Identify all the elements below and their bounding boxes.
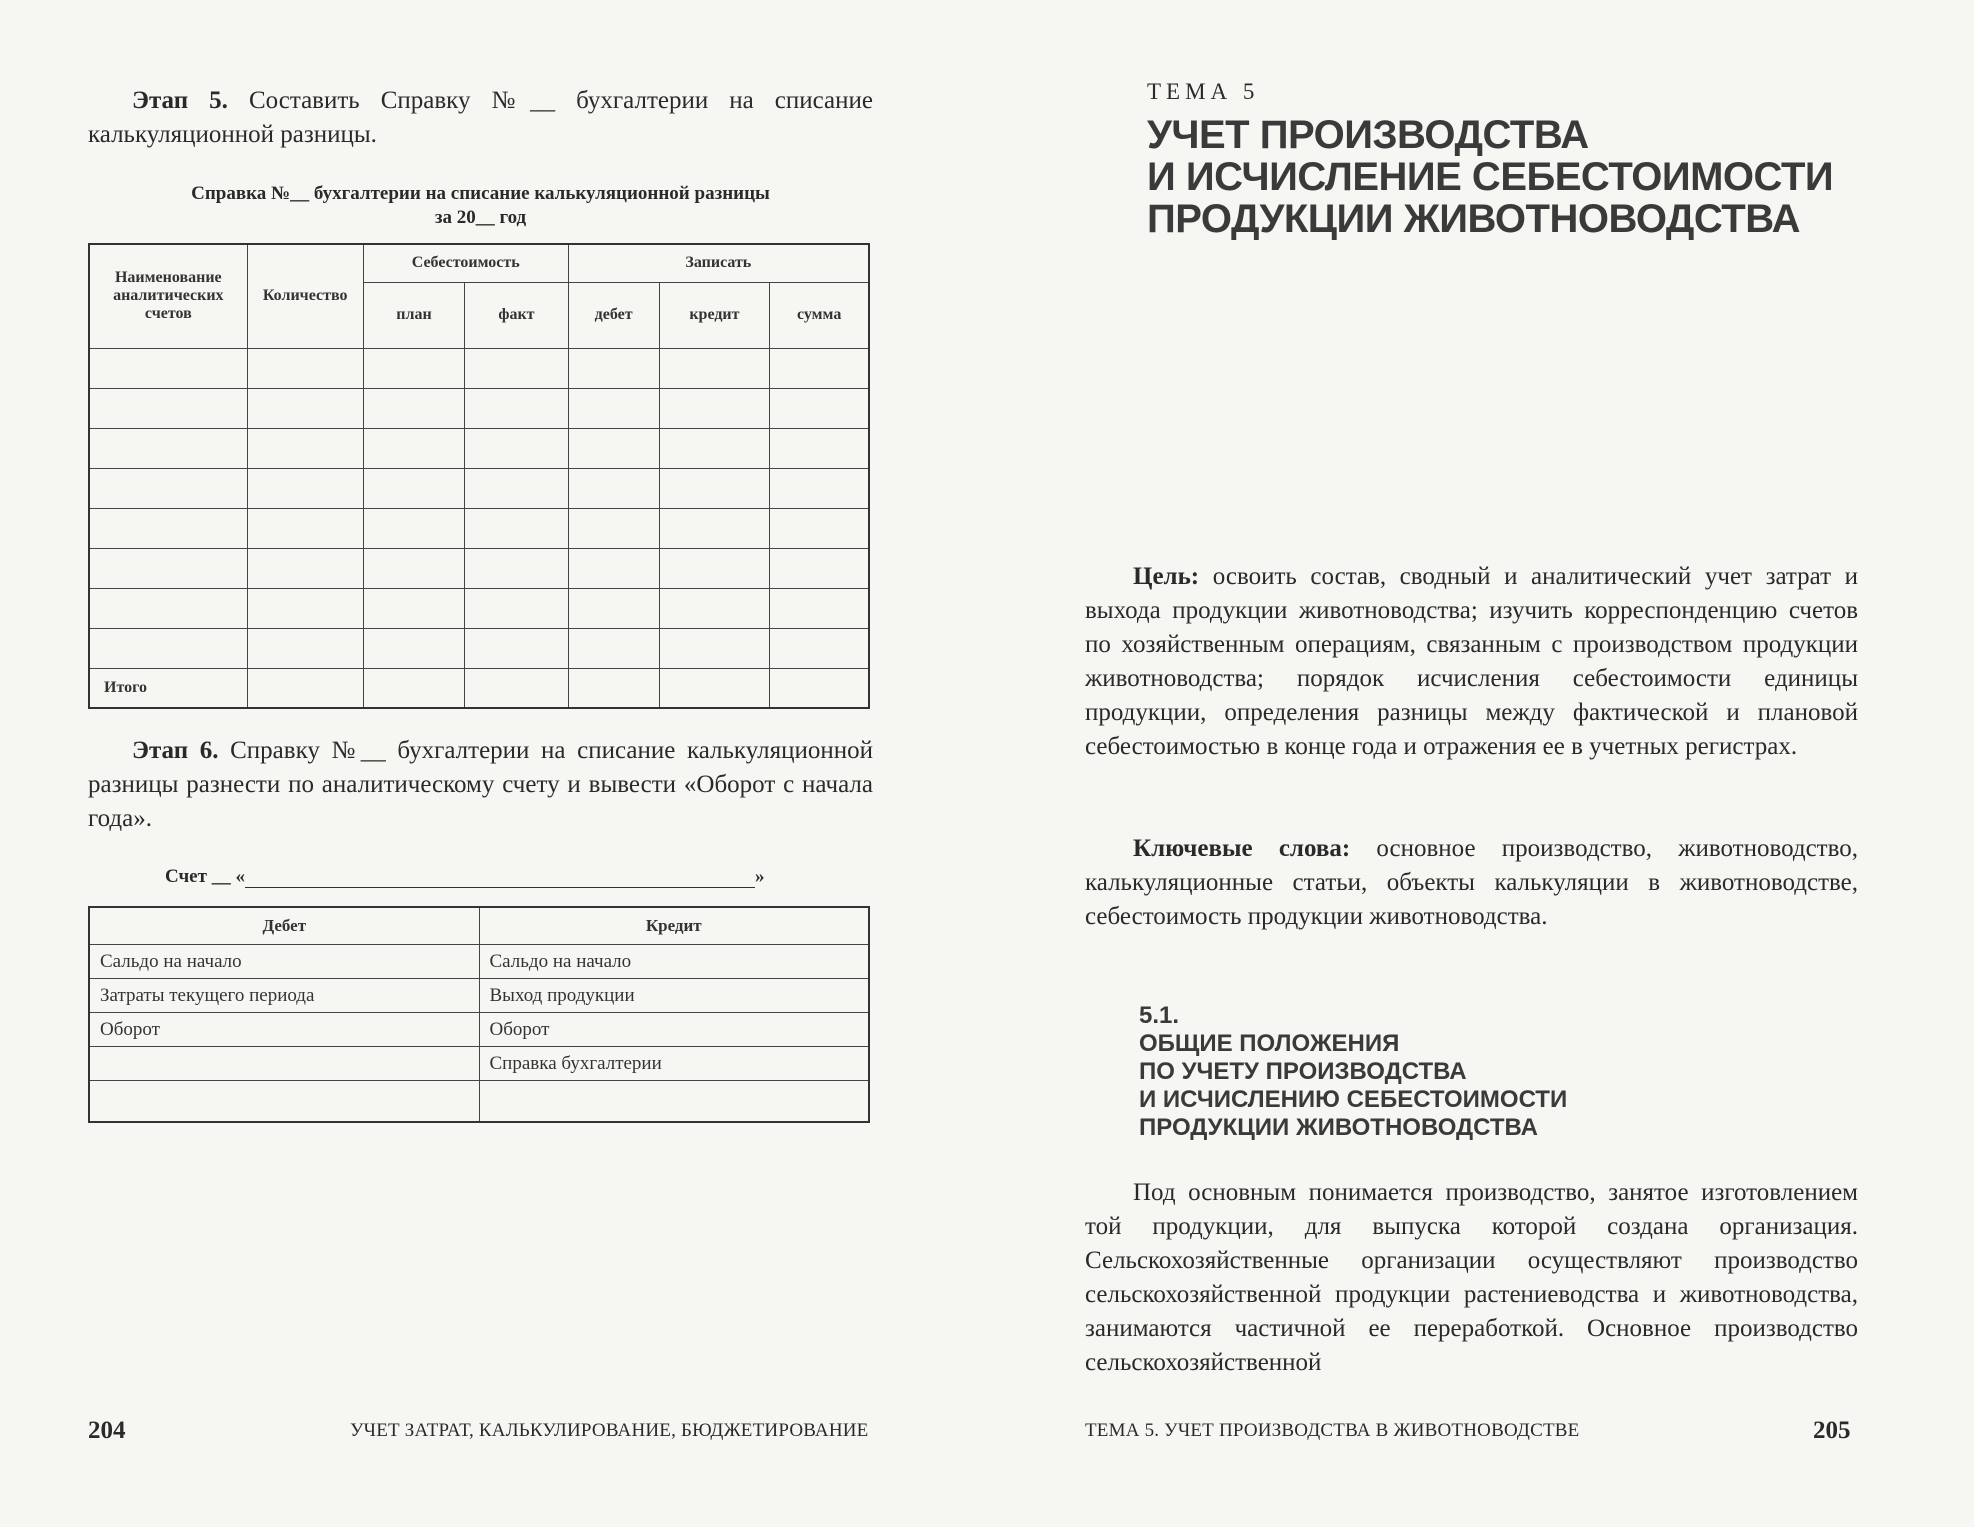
left-running-header: УЧЕТ ЗАТРАТ, КАЛЬКУЛИРОВАНИЕ, БЮДЖЕТИРОВАНИЕ (350, 1420, 869, 1441)
account-table (88, 906, 870, 1123)
stage6-label: Этап 6. (132, 737, 219, 764)
goal-text: освоить состав, сводный и аналитический учет затрат и выхода продукции животноводства; изучить корреспонденцию счетов по хозяйственным операциям, связанным с производством продукции животноводства; порядок исчисления себестоимости единицы продукции, определения разницы между фактической и плановой себестоимостью в конце года и отражения ее в учетных регистрах. (1085, 563, 1858, 760)
right-page-number: 205 (1813, 1417, 1851, 1444)
header-name: Наименование аналитических счетов (89, 244, 247, 348)
account-suffix: » (754, 866, 765, 887)
section-title-line: ОБЩИЕ ПОЛОЖЕНИЯ (1139, 1030, 1400, 1057)
header-sum: сумма (770, 282, 869, 348)
table-row (89, 1013, 869, 1047)
header-cost: Себестоимость (363, 244, 568, 282)
keywords-paragraph (1085, 832, 1858, 934)
debit-cell: Затраты текущего периода (89, 979, 479, 1013)
section-heading (1139, 1002, 1567, 1142)
section-title-line: ПО УЧЕТУ ПРОИЗВОДСТВА (1139, 1058, 1467, 1085)
table-row (89, 508, 869, 548)
body-paragraph: Под основным понимается производство, занятое изготовлением той продукции, для выпуска которой создана организация. Сельскохозяйственные организации осуществляют производство сельскохозяйственной продукции растениеводства и животноводства, занимаются частичной ее переработкой. Основное производство сельскохозяйственной (1085, 1179, 1858, 1376)
topic-label: ТЕМА 5 (1147, 79, 1260, 104)
header-fact: факт (465, 282, 568, 348)
header-debit-col: Дебет (89, 907, 479, 945)
debit-cell (89, 1081, 479, 1123)
debit-cell: Оборот (89, 1013, 479, 1047)
table-row (89, 945, 869, 979)
debit-cell (89, 1047, 479, 1081)
debit-cell: Сальдо на начало (89, 945, 479, 979)
account-line (165, 866, 764, 888)
stage5-paragraph (88, 84, 873, 152)
table-row (89, 468, 869, 508)
goal-label: Цель: (1133, 563, 1200, 590)
header-plan: план (363, 282, 465, 348)
header-record: Записать (568, 244, 869, 282)
credit-cell: Сальдо на начало (479, 945, 869, 979)
write-off-table (88, 243, 870, 709)
section-title-line: И ИСЧИСЛЕНИЮ СЕБЕСТОИМОСТИ (1139, 1086, 1568, 1113)
table-row (89, 1081, 869, 1123)
topic-title-line: ПРОДУКЦИИ ЖИВОТНОВОДСТВА (1147, 197, 1801, 241)
keywords-text: основное производство, животноводство, калькуляционные статьи, объекты калькуляции в животноводстве, себестоимость продукции животноводства. (1085, 835, 1858, 930)
credit-cell: Справка бухгалтерии (479, 1047, 869, 1081)
stage5-label: Этап 5. (132, 87, 228, 114)
total-label: Итого (89, 668, 247, 708)
table1-caption-line1: Справка №__ бухгалтерии на списание калькуляционной разницы (191, 183, 770, 204)
credit-cell: Выход продукции (479, 979, 869, 1013)
section-number: 5.1. (1139, 1002, 1180, 1029)
section-title-line: ПРОДУКЦИИ ЖИВОТНОВОДСТВА (1139, 1114, 1539, 1141)
table1-caption (88, 182, 873, 230)
table-row (89, 1047, 869, 1081)
goal-paragraph (1085, 560, 1858, 764)
stage6-paragraph (88, 734, 873, 836)
table-row (89, 628, 869, 668)
header-qty: Количество (247, 244, 363, 348)
stage6-text: Справку №__ бухгалтерии на списание калькуляционной разницы разнести по аналитическому счету и вывести «Оборот с начала года». (88, 737, 873, 832)
table-row (89, 388, 869, 428)
header-credit: кредит (659, 282, 770, 348)
total-row (89, 668, 869, 708)
right-running-header: ТЕМА 5. УЧЕТ ПРОИЗВОДСТВА В ЖИВОТНОВОДСТВЕ (1085, 1420, 1580, 1441)
table-row (89, 548, 869, 588)
table-row (89, 588, 869, 628)
stage5-text: Составить Справку №__ бухгалтерии на списание калькуляционной разницы. (88, 87, 873, 148)
credit-cell (479, 1081, 869, 1123)
topic-title (1147, 114, 1833, 240)
keywords-label: Ключевые слова: (1133, 835, 1351, 862)
table-row (89, 348, 869, 388)
header-debit: дебет (568, 282, 659, 348)
table1-caption-line2: за 20__ год (434, 207, 527, 228)
right-page (987, 0, 1974, 1527)
table-row (89, 428, 869, 468)
topic-title-line: И ИСЧИСЛЕНИЕ СЕБЕСТОИМОСТИ (1147, 155, 1834, 199)
account-prefix: Счет __ « (165, 866, 245, 887)
header-credit-col: Кредит (479, 907, 869, 945)
topic-title-line: УЧЕТ ПРОИЗВОДСТВА (1147, 113, 1589, 157)
left-page-number: 204 (88, 1417, 126, 1444)
table-row (89, 979, 869, 1013)
credit-cell: Оборот (479, 1013, 869, 1047)
